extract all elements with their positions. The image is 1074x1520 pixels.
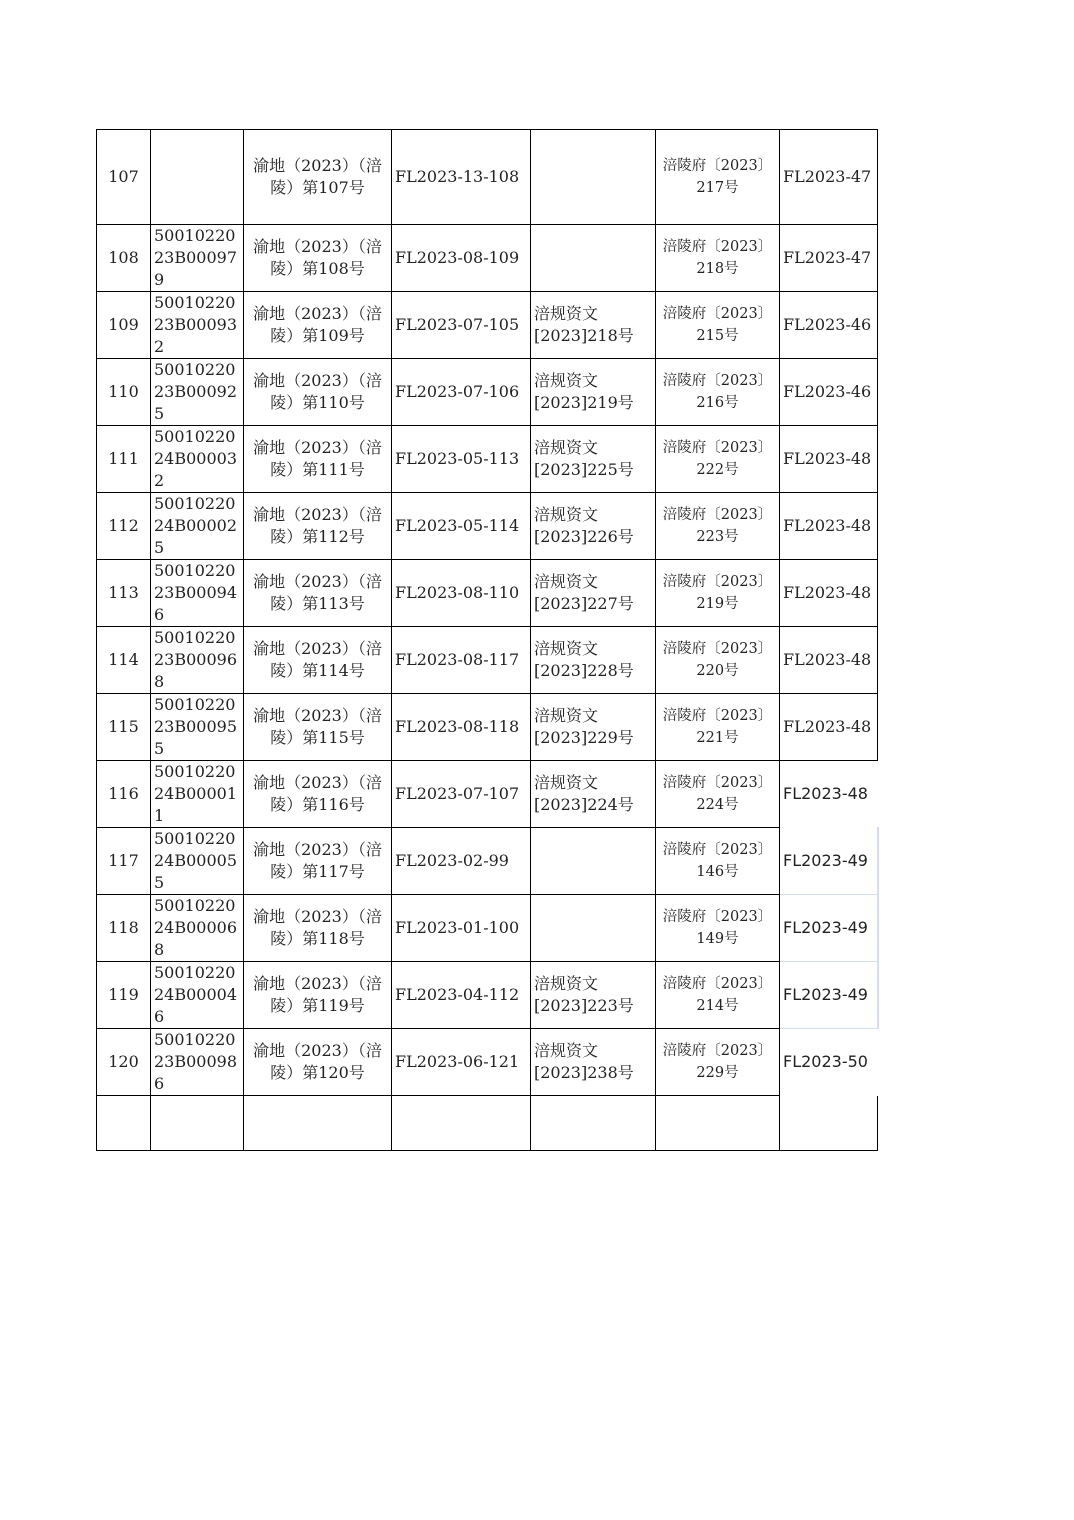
government-document: 涪陵府〔2023〕146号 [656,828,780,895]
empty-cell [780,1096,878,1151]
land-code: FL2023-06-121 [392,1029,531,1096]
table-row [97,493,878,560]
row-number: 117 [97,828,151,895]
regulation-number: 涪规资文[2023]227号 [531,560,656,627]
document-number: 渝地（2023）（涪陵）第111号 [244,426,392,493]
document-number: 渝地（2023）（涪陵）第119号 [244,962,392,1029]
table-row [97,627,878,694]
row-number: 110 [97,359,151,426]
land-code: FL2023-02-99 [392,828,531,895]
land-code: FL2023-04-112 [392,962,531,1029]
table-row [97,694,878,761]
row-number: 114 [97,627,151,694]
regulation-number [531,225,656,292]
parcel-code: 5001022023B000986 [151,1029,244,1096]
land-code: FL2023-07-107 [392,761,531,828]
document-number: 渝地（2023）（涪陵）第120号 [244,1029,392,1096]
batch-code: FL2023-50 [780,1029,878,1096]
batch-code: FL2023-46 [780,359,878,426]
empty-cell [97,1096,151,1151]
empty-cell [531,1096,656,1151]
batch-code: FL2023-48 [780,627,878,694]
government-document: 涪陵府〔2023〕217号 [656,130,780,225]
row-number: 118 [97,895,151,962]
regulation-number: 涪规资文[2023]226号 [531,493,656,560]
government-document: 涪陵府〔2023〕219号 [656,560,780,627]
parcel-code [151,130,244,225]
document-number: 渝地（2023）（涪陵）第114号 [244,627,392,694]
land-code: FL2023-08-110 [392,560,531,627]
parcel-code: 5001022024B000055 [151,828,244,895]
table-row [97,426,878,493]
parcel-code: 5001022023B000925 [151,359,244,426]
land-code: FL2023-08-118 [392,694,531,761]
batch-code: FL2023-49 [780,962,878,1029]
table-row [97,225,878,292]
batch-code: FL2023-47 [780,225,878,292]
table-row [97,895,878,962]
land-code: FL2023-01-100 [392,895,531,962]
document-number: 渝地（2023）（涪陵）第109号 [244,292,392,359]
table-row [97,1029,878,1096]
row-number: 108 [97,225,151,292]
parcel-code: 5001022023B000979 [151,225,244,292]
land-code: FL2023-05-113 [392,426,531,493]
batch-code: FL2023-49 [780,828,878,895]
batch-code: FL2023-48 [780,761,878,828]
government-document: 涪陵府〔2023〕149号 [656,895,780,962]
regulation-number: 涪规资文[2023]228号 [531,627,656,694]
document-number: 渝地（2023）（涪陵）第112号 [244,493,392,560]
regulation-number: 涪规资文[2023]219号 [531,359,656,426]
empty-row [97,1096,878,1151]
parcel-code: 5001022023B000946 [151,560,244,627]
government-document: 涪陵府〔2023〕214号 [656,962,780,1029]
document-number: 渝地（2023）（涪陵）第108号 [244,225,392,292]
row-number: 113 [97,560,151,627]
table-row [97,962,878,1029]
document-number: 渝地（2023）（涪陵）第107号 [244,130,392,225]
parcel-code: 5001022023B000968 [151,627,244,694]
document-number: 渝地（2023）（涪陵）第117号 [244,828,392,895]
document-number: 渝地（2023）（涪陵）第118号 [244,895,392,962]
parcel-code: 5001022023B000932 [151,292,244,359]
regulation-number [531,895,656,962]
empty-cell [392,1096,531,1151]
batch-code: FL2023-49 [780,895,878,962]
land-code: FL2023-08-109 [392,225,531,292]
government-document: 涪陵府〔2023〕218号 [656,225,780,292]
parcel-code: 5001022024B000046 [151,962,244,1029]
empty-cell [151,1096,244,1151]
land-record-table [96,129,879,1151]
regulation-number: 涪规资文[2023]238号 [531,1029,656,1096]
row-number: 120 [97,1029,151,1096]
land-code: FL2023-07-106 [392,359,531,426]
table-row [97,560,878,627]
land-code: FL2023-13-108 [392,130,531,225]
table-row [97,359,878,426]
government-document: 涪陵府〔2023〕216号 [656,359,780,426]
land-code: FL2023-08-117 [392,627,531,694]
regulation-number: 涪规资文[2023]225号 [531,426,656,493]
row-number: 119 [97,962,151,1029]
parcel-code: 5001022024B000032 [151,426,244,493]
land-code: FL2023-07-105 [392,292,531,359]
government-document: 涪陵府〔2023〕222号 [656,426,780,493]
regulation-number [531,130,656,225]
batch-code: FL2023-46 [780,292,878,359]
document-number: 渝地（2023）（涪陵）第115号 [244,694,392,761]
row-number: 109 [97,292,151,359]
batch-code: FL2023-47 [780,130,878,225]
parcel-code: 5001022023B000955 [151,694,244,761]
parcel-code: 5001022024B000068 [151,895,244,962]
government-document: 涪陵府〔2023〕215号 [656,292,780,359]
row-number: 107 [97,130,151,225]
government-document: 涪陵府〔2023〕224号 [656,761,780,828]
row-number: 112 [97,493,151,560]
parcel-code: 5001022024B000025 [151,493,244,560]
row-number: 115 [97,694,151,761]
government-document: 涪陵府〔2023〕223号 [656,493,780,560]
government-document: 涪陵府〔2023〕220号 [656,627,780,694]
table-row [97,828,878,895]
regulation-number: 涪规资文[2023]218号 [531,292,656,359]
row-number: 111 [97,426,151,493]
empty-cell [244,1096,392,1151]
table-body [97,130,878,1151]
table-row [97,761,878,828]
land-code: FL2023-05-114 [392,493,531,560]
batch-code: FL2023-48 [780,426,878,493]
table-row [97,292,878,359]
batch-code: FL2023-48 [780,694,878,761]
regulation-number: 涪规资文[2023]229号 [531,694,656,761]
regulation-number: 涪规资文[2023]224号 [531,761,656,828]
empty-cell [656,1096,780,1151]
government-document: 涪陵府〔2023〕221号 [656,694,780,761]
document-number: 渝地（2023）（涪陵）第110号 [244,359,392,426]
batch-code: FL2023-48 [780,493,878,560]
row-number: 116 [97,761,151,828]
document-number: 渝地（2023）（涪陵）第113号 [244,560,392,627]
document-number: 渝地（2023）（涪陵）第116号 [244,761,392,828]
government-document: 涪陵府〔2023〕229号 [656,1029,780,1096]
table-row [97,130,878,225]
regulation-number: 涪规资文[2023]223号 [531,962,656,1029]
regulation-number [531,828,656,895]
parcel-code: 5001022024B000011 [151,761,244,828]
batch-code: FL2023-48 [780,560,878,627]
